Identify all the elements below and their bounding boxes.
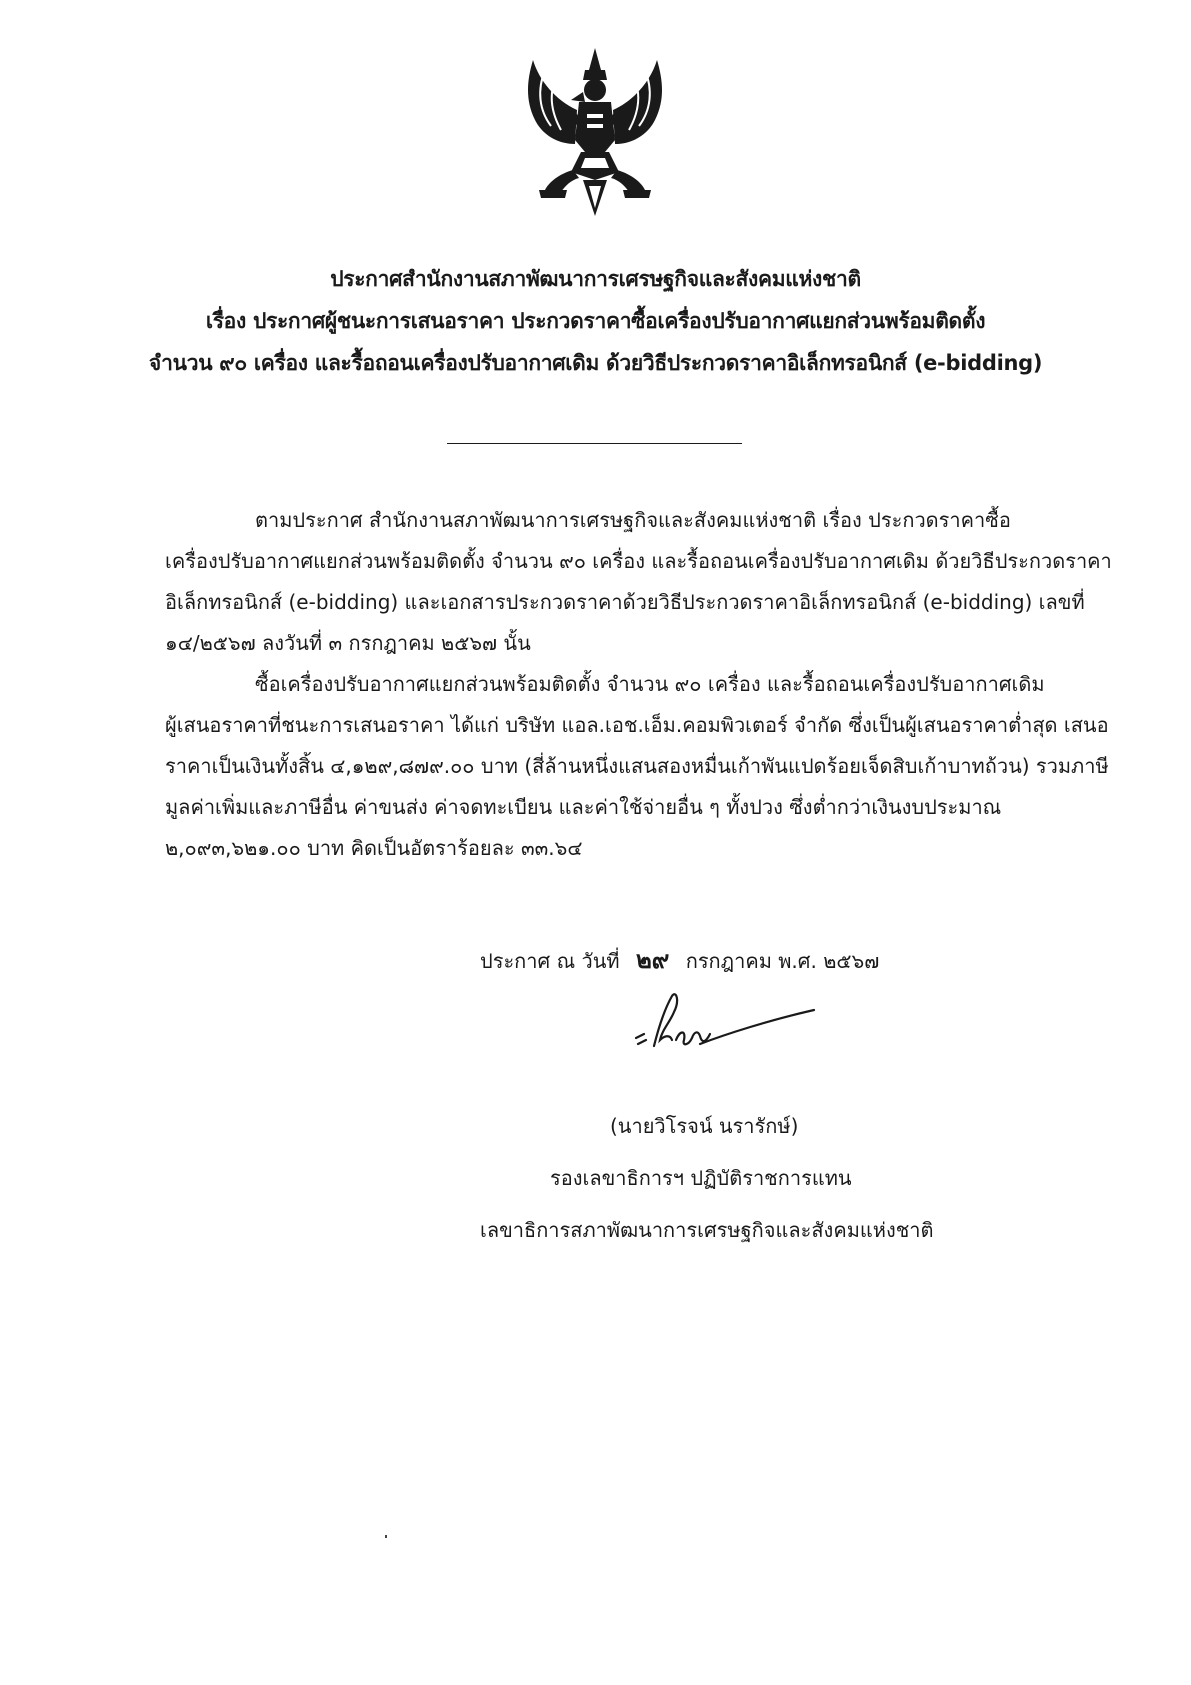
body-line: อิเล็กทรอนิกส์ (e-bidding) และเอกสารประกวดราคาด้วยวิธีประกวดราคาอิเล็กทรอนิกส์ (e-bidding) เลขที่ — [165, 590, 1085, 614]
body-line: ราคาเป็นเงินทั้งสิ้น ๔,๑๒๙,๘๗๙.๐๐ บาท (สี่ล้านหนึ่งแสนสองหมื่นเก้าพันแปดร้อยเจ็ดสิบเก้าบาทถ้วน) รวมภาษี — [165, 754, 1109, 778]
signer-name: (นายวิโรจน์ นรารักษ์) — [610, 1114, 799, 1138]
body-line: ตามประกาศ สำนักงานสภาพัฒนาการเศรษฐกิจและสังคมแห่งชาติ เรื่อง ประกวดราคาซื้อ — [255, 508, 1011, 532]
date-prefix: ประกาศ ณ วันที่ — [480, 949, 620, 973]
title-line-1: ประกาศสำนักงานสภาพัฒนาการเศรษฐกิจและสังคมแห่งชาติ — [330, 267, 861, 291]
paragraph-winner — [165, 664, 1109, 869]
title-line-2: เรื่อง ประกาศผู้ชนะการเสนอราคา ประกวดราคาซื้อเครื่องปรับอากาศแยกส่วนพร้อมติดตั้ง — [205, 309, 986, 333]
body-line: เครื่องปรับอากาศแยกส่วนพร้อมติดตั้ง จำนวน ๙๐ เครื่อง และรื้อถอนเครื่องปรับอากาศเดิม ด้วยวิธีประกวดราคา — [165, 549, 1112, 573]
signer-position-2: เลขาธิการสภาพัฒนาการเศรษฐกิจและสังคมแห่งชาติ — [480, 1218, 934, 1242]
title-divider — [447, 443, 742, 444]
announcement-date — [480, 940, 879, 979]
announcement-title — [0, 258, 1191, 384]
date-day: ๒๙ — [635, 946, 670, 974]
handwritten-signature-icon — [630, 990, 830, 1070]
body-line: ๒,๐๙๓,๖๒๑.๐๐ บาท คิดเป็นอัตราร้อยละ ๓๓.๖๔ — [165, 836, 583, 860]
announcement-body — [165, 500, 1112, 869]
title-line-3: จำนวน ๙๐ เครื่อง และรื้อถอนเครื่องปรับอากาศเดิม ด้วยวิธีประกวดราคาอิเล็กทรอนิกส์ (e-bidding) — [148, 351, 1043, 375]
garuda-emblem-icon — [515, 40, 675, 220]
body-line: ซื้อเครื่องปรับอากาศแยกส่วนพร้อมติดตั้ง จำนวน ๙๐ เครื่อง และรื้อถอนเครื่องปรับอากาศเดิม — [255, 672, 1045, 696]
body-line: มูลค่าเพิ่มและภาษีอื่น ค่าขนส่ง ค่าจดทะเบียน และค่าใช้จ่ายอื่น ๆ ทั้งปวง ซึ่งต่ำกว่าเงินงบประมาณ — [165, 795, 1002, 819]
scan-speck — [385, 1535, 387, 1538]
body-line: ผู้เสนอราคาที่ชนะการเสนอราคา ได้แก่ บริษัท แอล.เอช.เอ็ม.คอมพิวเตอร์ จำกัด ซึ่งเป็นผู้เสนอราคาต่ำสุด เสนอ — [165, 713, 1109, 737]
body-line: ๑๔/๒๕๖๗ ลงวันที่ ๓ กรกฎาคม ๒๕๖๗ นั้น — [165, 631, 531, 655]
paragraph-reference — [165, 500, 1112, 664]
signer-position-1: รองเลขาธิการฯ ปฏิบัติราชการแทน — [550, 1166, 852, 1190]
date-month-year: กรกฎาคม พ.ศ. ๒๕๖๗ — [685, 949, 880, 973]
